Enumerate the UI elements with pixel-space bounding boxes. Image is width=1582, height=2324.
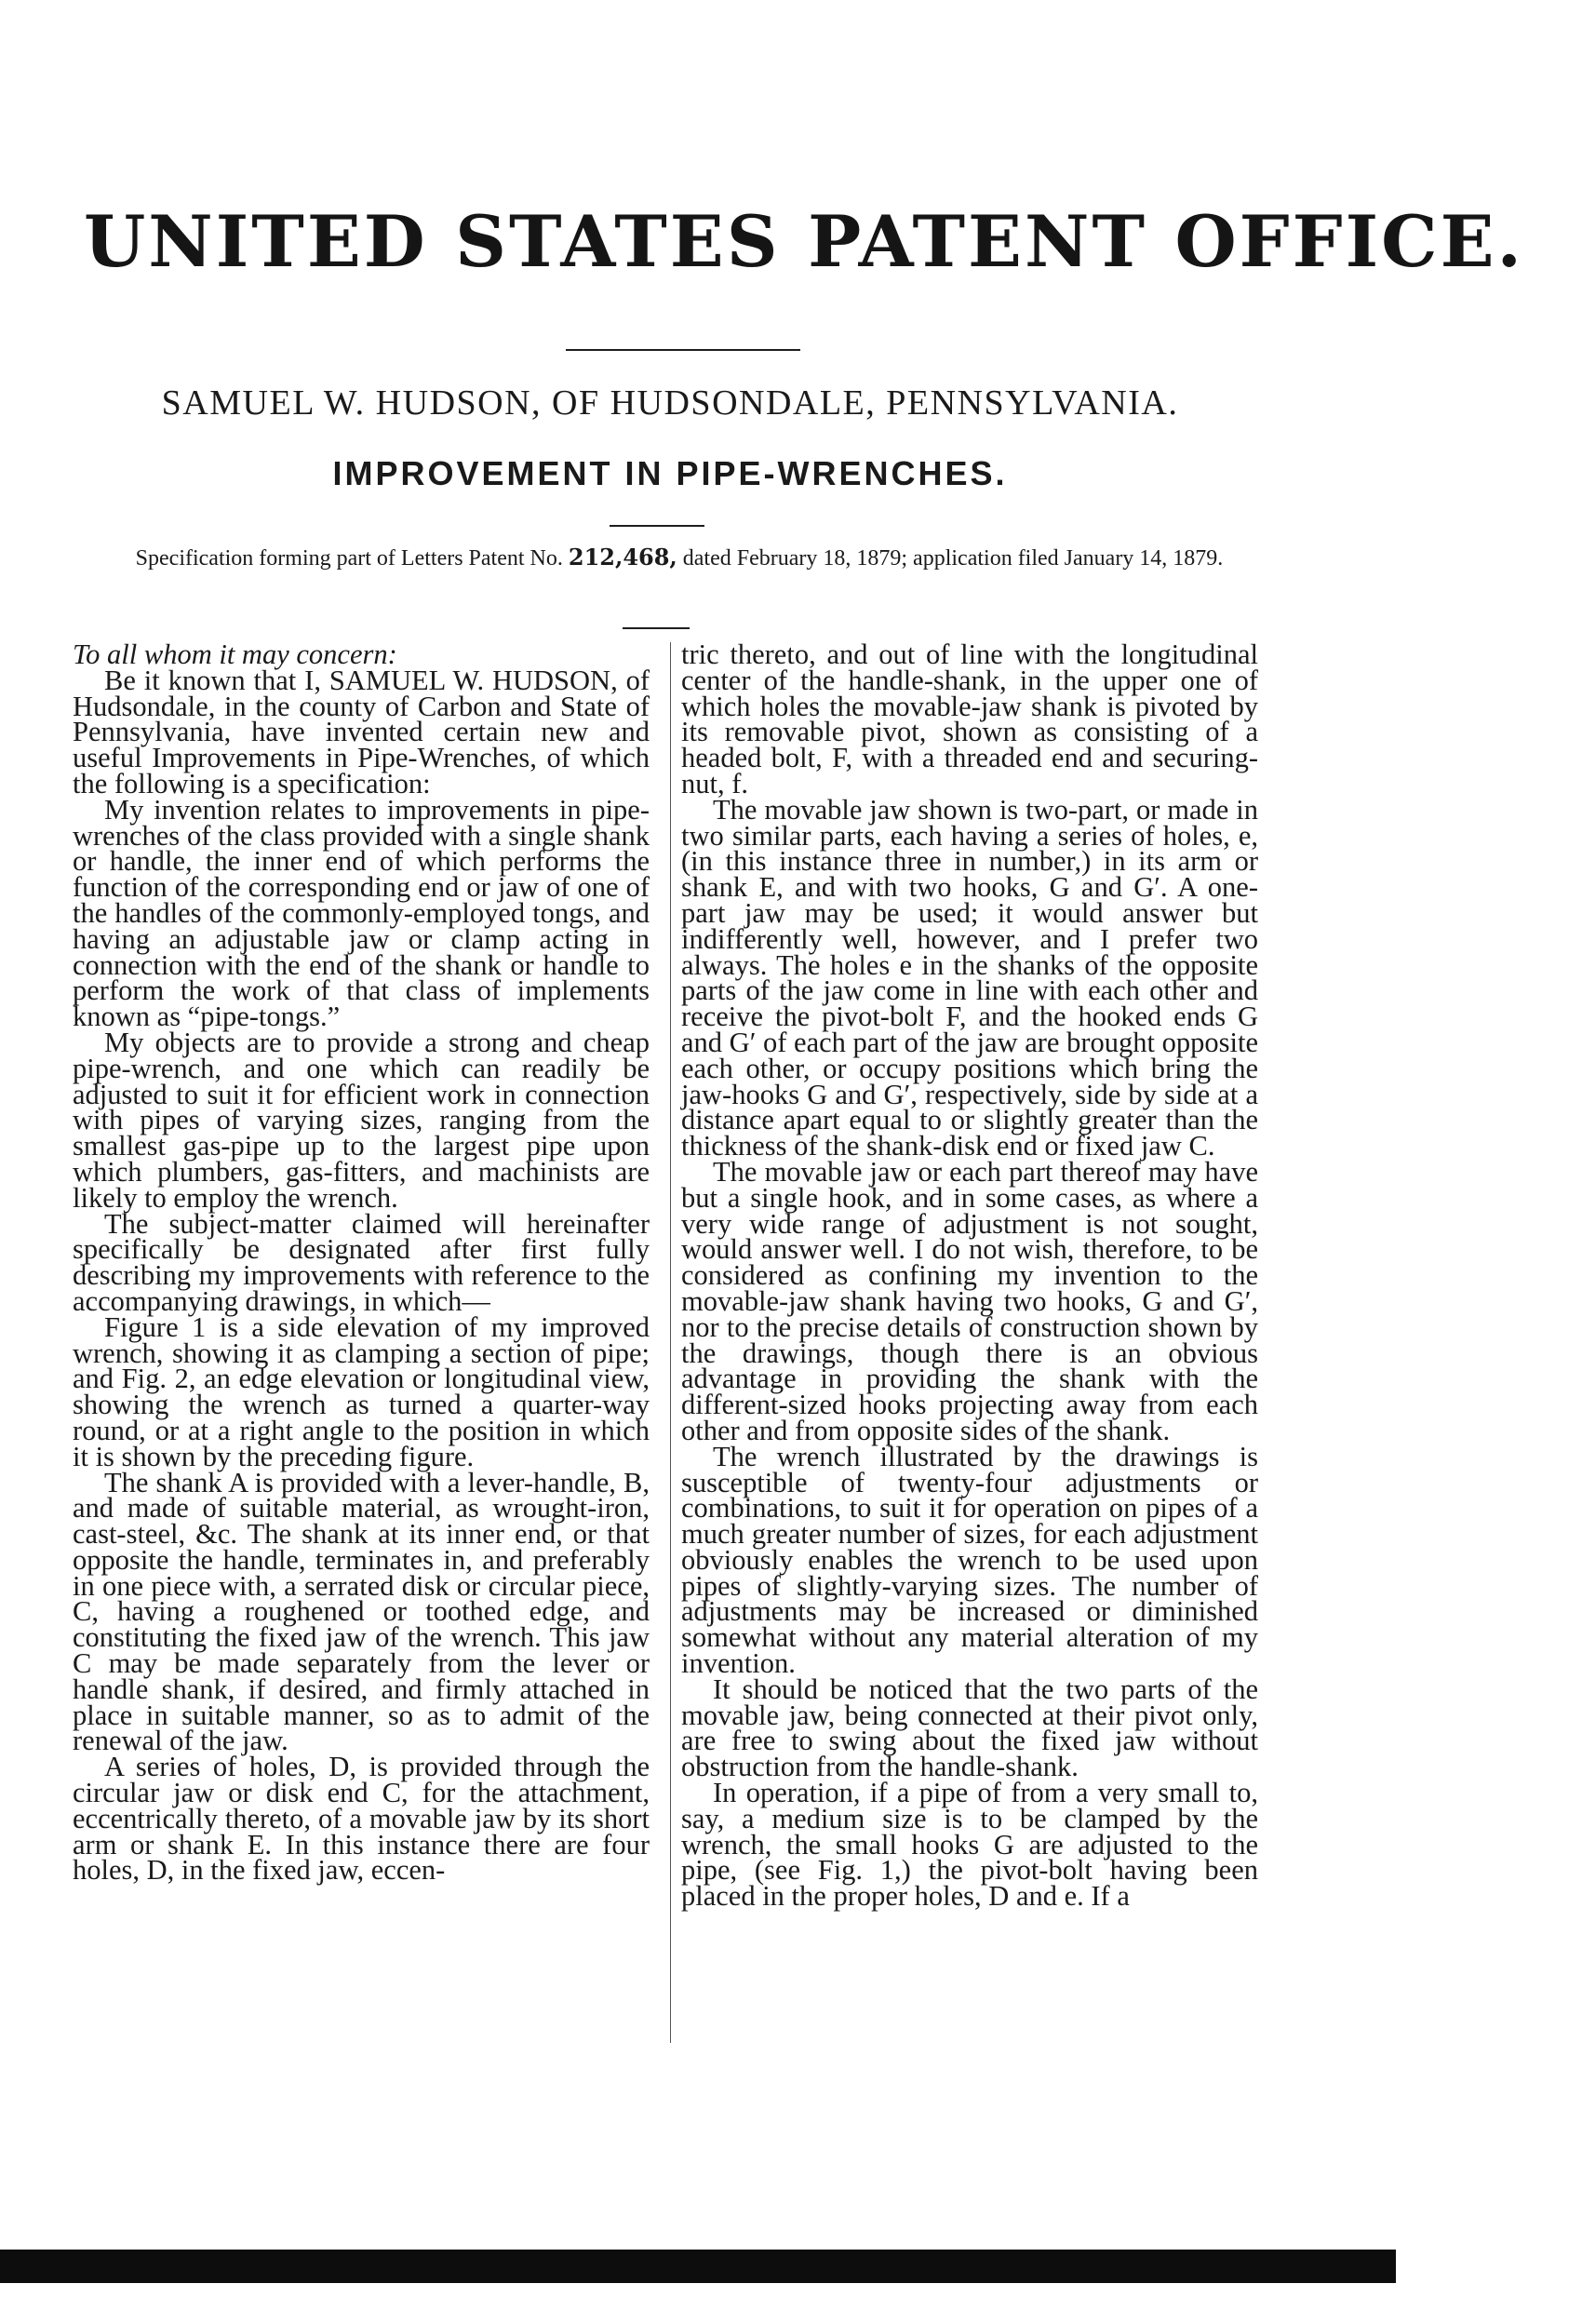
paragraph: My invention relates to improvements in pipe-wrenches of the class provided with a single shank or handle, the inner end of which performs the function of the corresponding end or jaw of one of the handles of the commonly-employed tongs, and having an adjustable jaw or clamp acting in connection with the end of the shank or handle to perform the work of that class of implements known as “pipe-tongs.” — [73, 793, 650, 1033]
improvement-divider — [610, 525, 704, 527]
column-divider — [670, 642, 671, 2043]
left-column — [73, 638, 650, 1887]
paragraph: Be it known that I, SAMUEL W. HUDSON, of Hudsondale, in the county of Carbon and State of Pennsylvania, have invented certain new and useful Improvements in Pipe-Wrenches, of which the following is a specification: — [73, 664, 650, 799]
spec-prefix: Specification forming part of Letters Patent No. — [135, 546, 563, 571]
paragraph: tric thereto, and out of line with the longitudinal center of the handle-shank, in the upper one of which holes the movable-jaw shank is pivoted by its removable pivot, shown as consisting of a headed bolt, F, with a threaded end and securing-nut, f. — [681, 638, 1258, 799]
paragraph: My objects are to provide a strong and cheap pipe-wrench, and one which can readily be adjusted to suit it for efficient work in connection with pipes of varying sizes, ranging from the smallest gas-pipe up to the largest pipe upon which plumbers, gas-fitters, and machinists are likely to employ the wrench. — [73, 1026, 650, 1214]
office-title: UNITED STATES PATENT OFFICE. — [84, 200, 1525, 283]
paragraph: The wrench illustrated by the drawings is susceptible of twenty-four adjustments or combinations, to suit it for operation on pipes of a much greater number of sizes, for each adjustment obviously enables the wrench to be used upon pipes of slightly-varying sizes. The number of adjustments may be increased or diminished somewhat without any material alteration of my invention. — [681, 1440, 1258, 1680]
paragraph: It should be noticed that the two parts of the movable jaw, being connected at their pivot only, are free to swing about the fixed jaw without obstruction from the handle-shank. — [681, 1672, 1258, 1783]
paragraph: A series of holes, D, is provided through the circular jaw or disk end C, for the attachment, eccentrically thereto, of a movable jaw by its short arm or shank E. In this instance there are four holes, D, in the fixed jaw, eccen- — [73, 1751, 650, 1887]
specification-line — [130, 544, 1228, 572]
spec-divider — [623, 627, 690, 629]
right-column — [681, 638, 1258, 1913]
scan-edge-bar — [0, 2250, 1396, 2283]
paragraph: Figure 1 is a side elevation of my improved wrench, showing it as clamping a section of pipe; and Fig. 2, an edge elevation or longitudinal view, showing the wrench as turned a quarter-way round, or at a right angle to the position in which it is shown by the preceding figure. — [73, 1310, 650, 1472]
improvement-title: IMPROVEMENT IN PIPE-WRENCHES. — [332, 454, 1008, 492]
title-divider — [566, 349, 800, 351]
paragraph: The movable jaw shown is two-part, or made in two similar parts, each having a series of holes, e, (in this instance three in number,) in its arm or shank E, and with two hooks, G and G′. A one-part jaw may be used; it would answer but indifferently well, however, and I prefer two always. The holes e in the shanks of the opposite parts of the jaw come in line with each other and receive the pivot-bolt F, and the hooked ends G and G′ of each part of the jaw are brought opposite each other, or occupy positions which bring the jaw-hooks G and G′, respectively, side by side at a distance apart equal to or slightly greater than the thickness of the shank-disk end or fixed jaw C. — [681, 793, 1258, 1162]
spec-suffix: dated February 18, 1879; application filed January 14, 1879. — [682, 546, 1224, 571]
paragraph: The movable jaw or each part thereof may have but a single hook, and in some cases, as where a very wide range of adjustment is not sought, would answer well. I do not wish, therefore, to be considered as confining my invention to the movable-jaw shank having two hooks, G and G′, nor to the precise details of construction shown by the drawings, though there is an obvious advantage in providing the shank with the different-sized hooks projecting away from each other and from opposite sides of the shank. — [681, 1155, 1258, 1446]
salutation: To all whom it may concern: — [73, 638, 397, 670]
patent-number: 212,468, — [568, 544, 677, 571]
paragraph: The subject-matter claimed will hereinafter specifically be designated after first fully describing my improvements with reference to the accompanying drawings, in which— — [73, 1207, 650, 1317]
paragraph: In operation, if a pipe of from a very small to, say, a medium size is to be clamped by the wrench, the small hooks G are adjusted to the pipe, (see Fig. 1,) the pivot-bolt having been placed in the proper holes, D and e. If a — [681, 1777, 1258, 1913]
paragraph: The shank A is provided with a lever-handle, B, and made of suitable material, as wrought-iron, cast-steel, &c. The shank at its inner end, or that opposite the handle, terminates in, and preferably in one piece with, a serrated disk or circular piece, C, having a roughened or toothed edge, and constituting the fixed jaw of the wrench. This jaw C may be made separately from the lever or handle shank, if desired, and firmly attached in place in suitable manner, so as to admit of the renewal of the jaw. — [73, 1466, 650, 1757]
inventor-line: SAMUEL W. HUDSON, OF HUDSONDALE, PENNSYLVANIA. — [161, 383, 1179, 423]
